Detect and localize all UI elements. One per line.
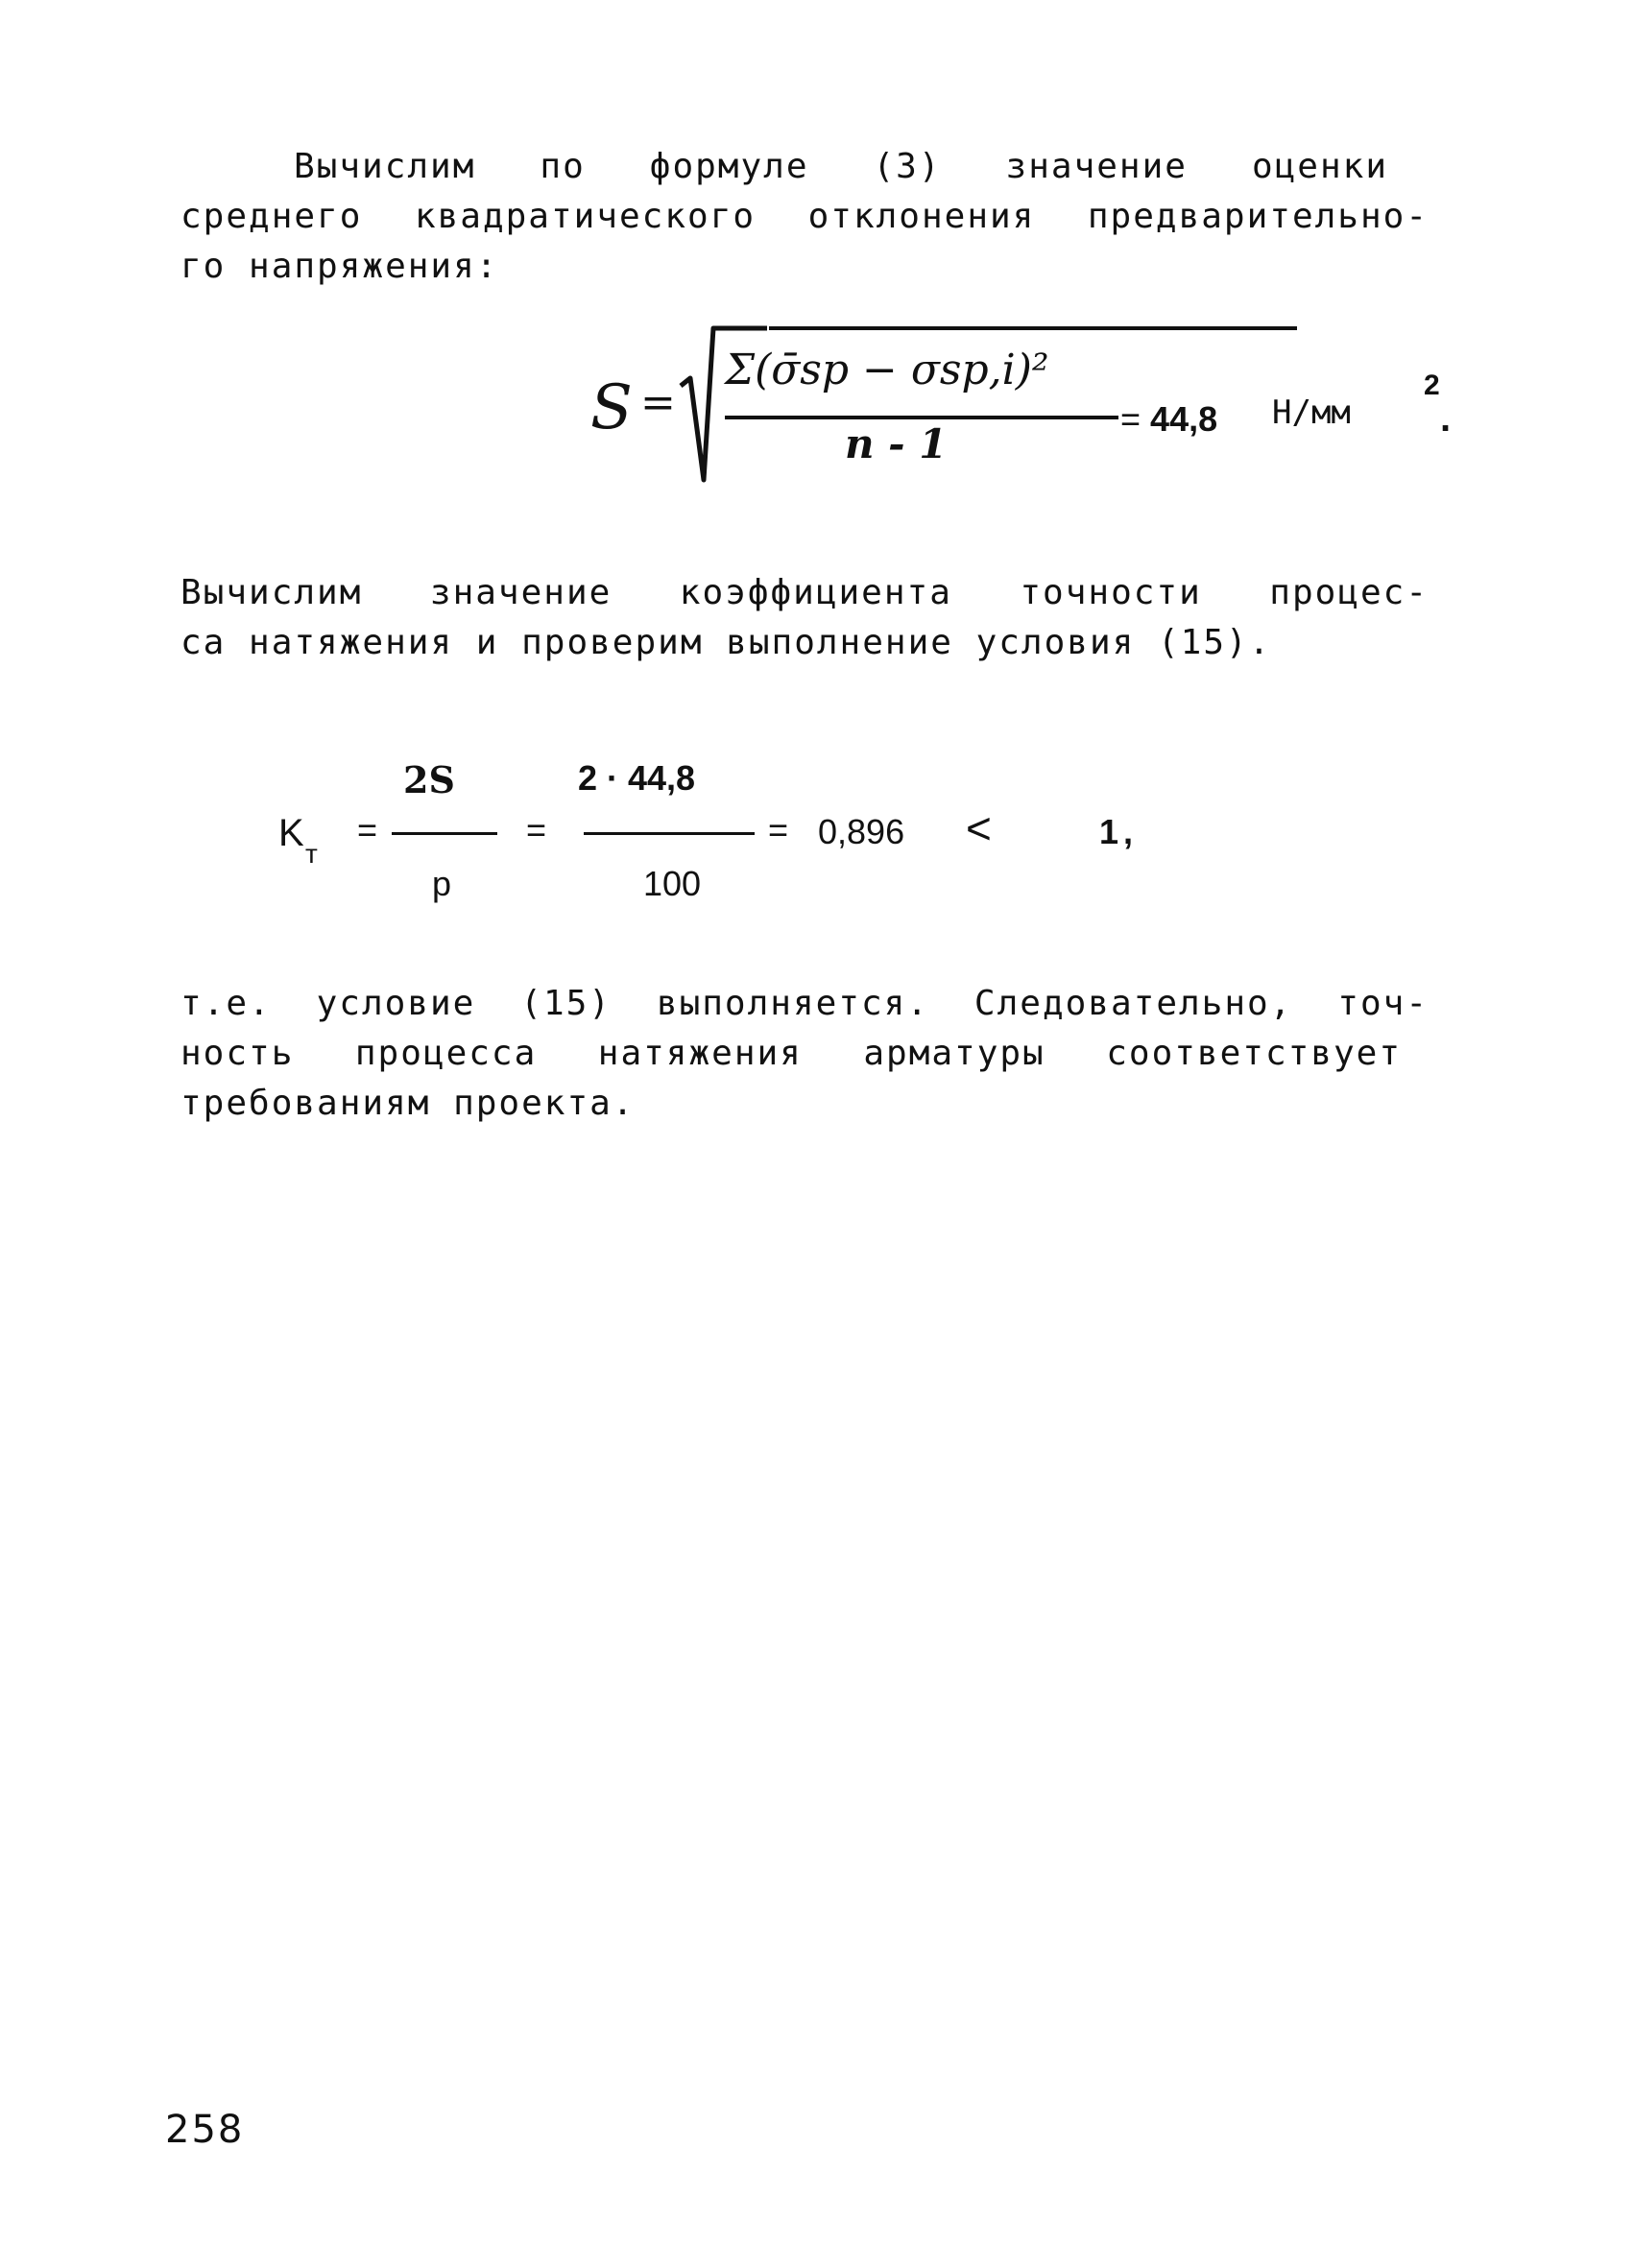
frac2-bar xyxy=(584,832,755,835)
text-line: среднего квадратического отклонения предварительно- xyxy=(180,197,1429,236)
formula-end-mark: . xyxy=(1440,397,1452,440)
eq-2: = xyxy=(526,810,547,849)
formula-accuracy-coefficient xyxy=(278,758,1200,921)
formula-equals: = xyxy=(640,378,676,427)
result-value: 44,8 xyxy=(1150,399,1218,439)
formula-lhs: S xyxy=(590,372,633,443)
result-unit: Н/мм xyxy=(1272,394,1351,432)
text-line: го напряжения: xyxy=(180,247,499,286)
formula-standard-deviation xyxy=(590,317,1454,518)
paragraph-coefficient xyxy=(180,568,1429,668)
frac1-numerator: 2S xyxy=(403,758,455,801)
unit-power: 2 xyxy=(1424,370,1440,401)
frac1-denominator: p xyxy=(432,864,452,903)
bound-value: 1 xyxy=(1099,812,1119,851)
formula-result xyxy=(1120,399,1217,440)
result-equals: = xyxy=(1120,399,1141,439)
text-line: т.е. условие (15) выполняется. Следовательно, точ- xyxy=(180,984,1429,1023)
paragraph-intro xyxy=(180,142,1429,292)
text-line: Вычислим значение коэффициента точности процес- xyxy=(180,573,1429,612)
text-line: Вычислим по формуле (3) значение оценки xyxy=(294,147,1388,186)
frac1-bar xyxy=(392,832,497,835)
text-line: ность процесса натяжения арматуры соответствует xyxy=(180,1034,1402,1073)
coef-subscript: т xyxy=(305,839,318,869)
formula-numerator: Σ(σ̄sp − σsp,i)² xyxy=(725,346,1049,394)
eq-3: = xyxy=(768,810,789,849)
relation-sign: < xyxy=(966,803,992,853)
text-line: са натяжения и проверим выполнение условия (15). xyxy=(180,623,1272,662)
paragraph-conclusion xyxy=(180,979,1429,1129)
frac2-numerator: 2 · 44,8 xyxy=(578,758,696,798)
coef-value: 0,896 xyxy=(818,812,905,851)
coef-symbol: K xyxy=(278,812,304,854)
radical-overline xyxy=(769,319,1307,338)
text-line: требованиям проекта. xyxy=(180,1084,636,1123)
formula-denominator: n - 1 xyxy=(845,420,948,467)
frac2-denominator: 100 xyxy=(643,864,702,903)
page-number: 258 xyxy=(165,2108,245,2152)
trailing-comma: , xyxy=(1123,812,1134,851)
eq-1: = xyxy=(357,810,378,849)
